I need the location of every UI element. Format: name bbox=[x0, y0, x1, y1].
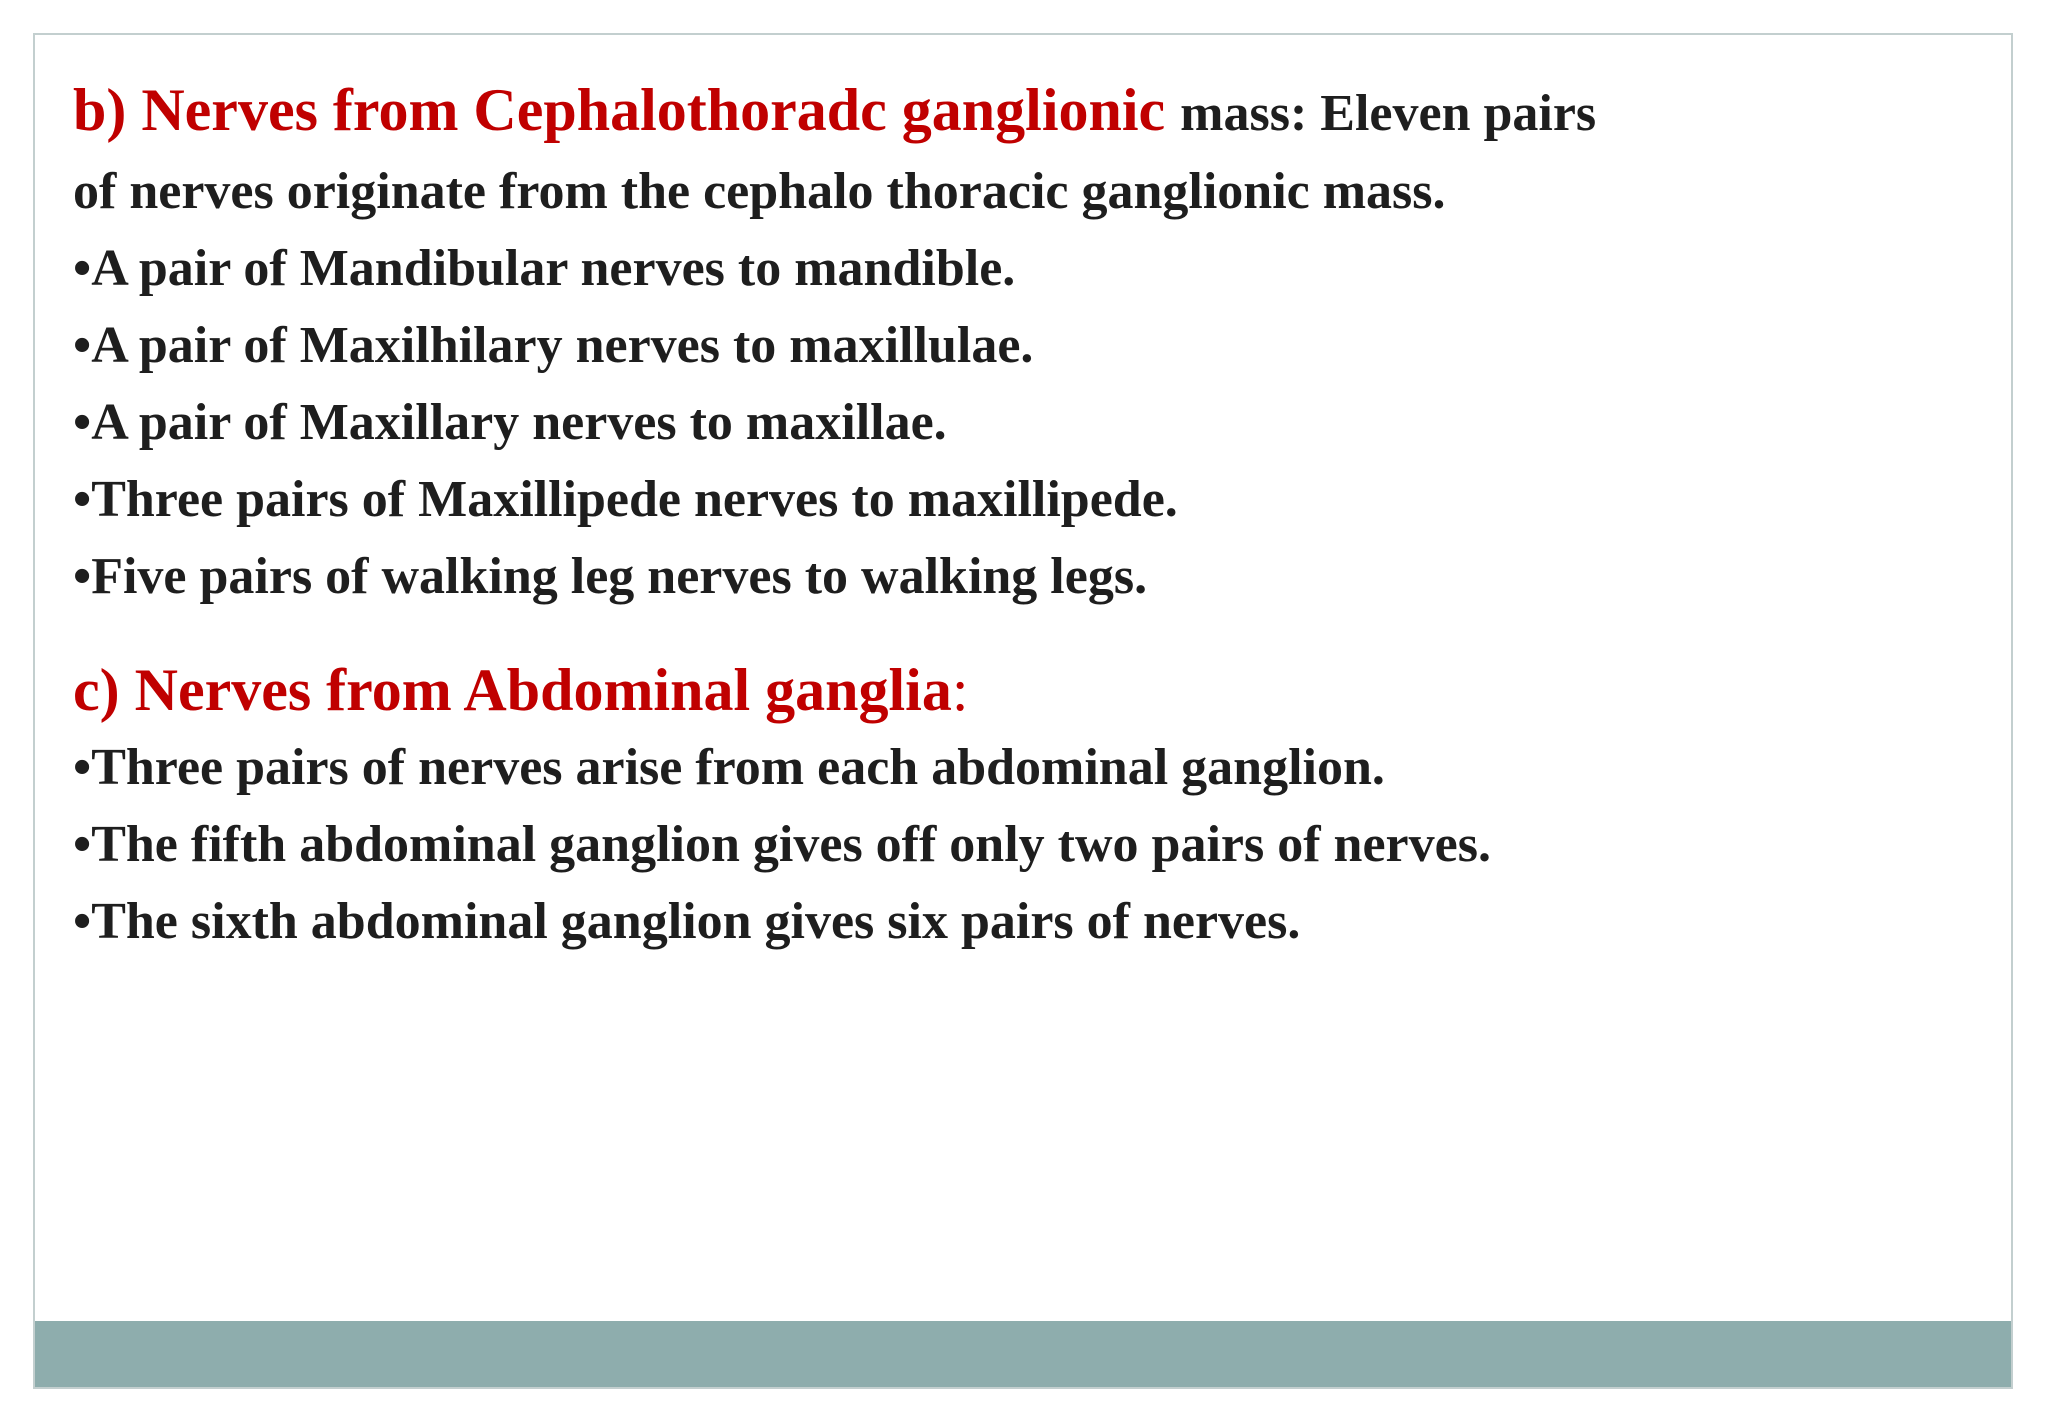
section-c-bullet-2: •The fifth abdominal ganglion gives off only two pairs of nerves. bbox=[73, 816, 1491, 873]
section-b-intro-line1: mass: Eleven pairs bbox=[1180, 85, 1597, 142]
section-b-heading-line bbox=[73, 71, 1993, 153]
section-b-bullet-4: •Three pairs of Maxillipede nerves to maxillipede. bbox=[73, 471, 1178, 528]
section-b-heading: b) Nerves from Cephalothoradc ganglionic bbox=[73, 77, 1166, 143]
section-c-bullet-3: •The sixth abdominal ganglion gives six pairs of nerves. bbox=[73, 893, 1301, 950]
section-b-bullet-1: •A pair of Mandibular nerves to mandible. bbox=[73, 240, 1016, 297]
section-c-heading: c) Nerves from Abdominal ganglia bbox=[73, 657, 952, 723]
section-b-bullet-5: •Five pairs of walking leg nerves to walking legs. bbox=[73, 548, 1148, 605]
slide-frame bbox=[33, 33, 2013, 1389]
section-c-heading-line bbox=[73, 651, 1993, 729]
section-c-colon: : bbox=[951, 657, 969, 723]
section-b-bullet-2: •A pair of Maxilhilary nerves to maxillulae. bbox=[73, 317, 1034, 374]
footer-bar bbox=[35, 1321, 2011, 1387]
section-b-intro-line2: of nerves originate from the cephalo thoracic ganglionic mass. bbox=[73, 163, 1446, 220]
slide-content bbox=[73, 71, 1993, 960]
section-b-bullet-3: •A pair of Maxillary nerves to maxillae. bbox=[73, 394, 947, 451]
section-c-bullet-1: •Three pairs of nerves arise from each abdominal ganglion. bbox=[73, 739, 1385, 796]
